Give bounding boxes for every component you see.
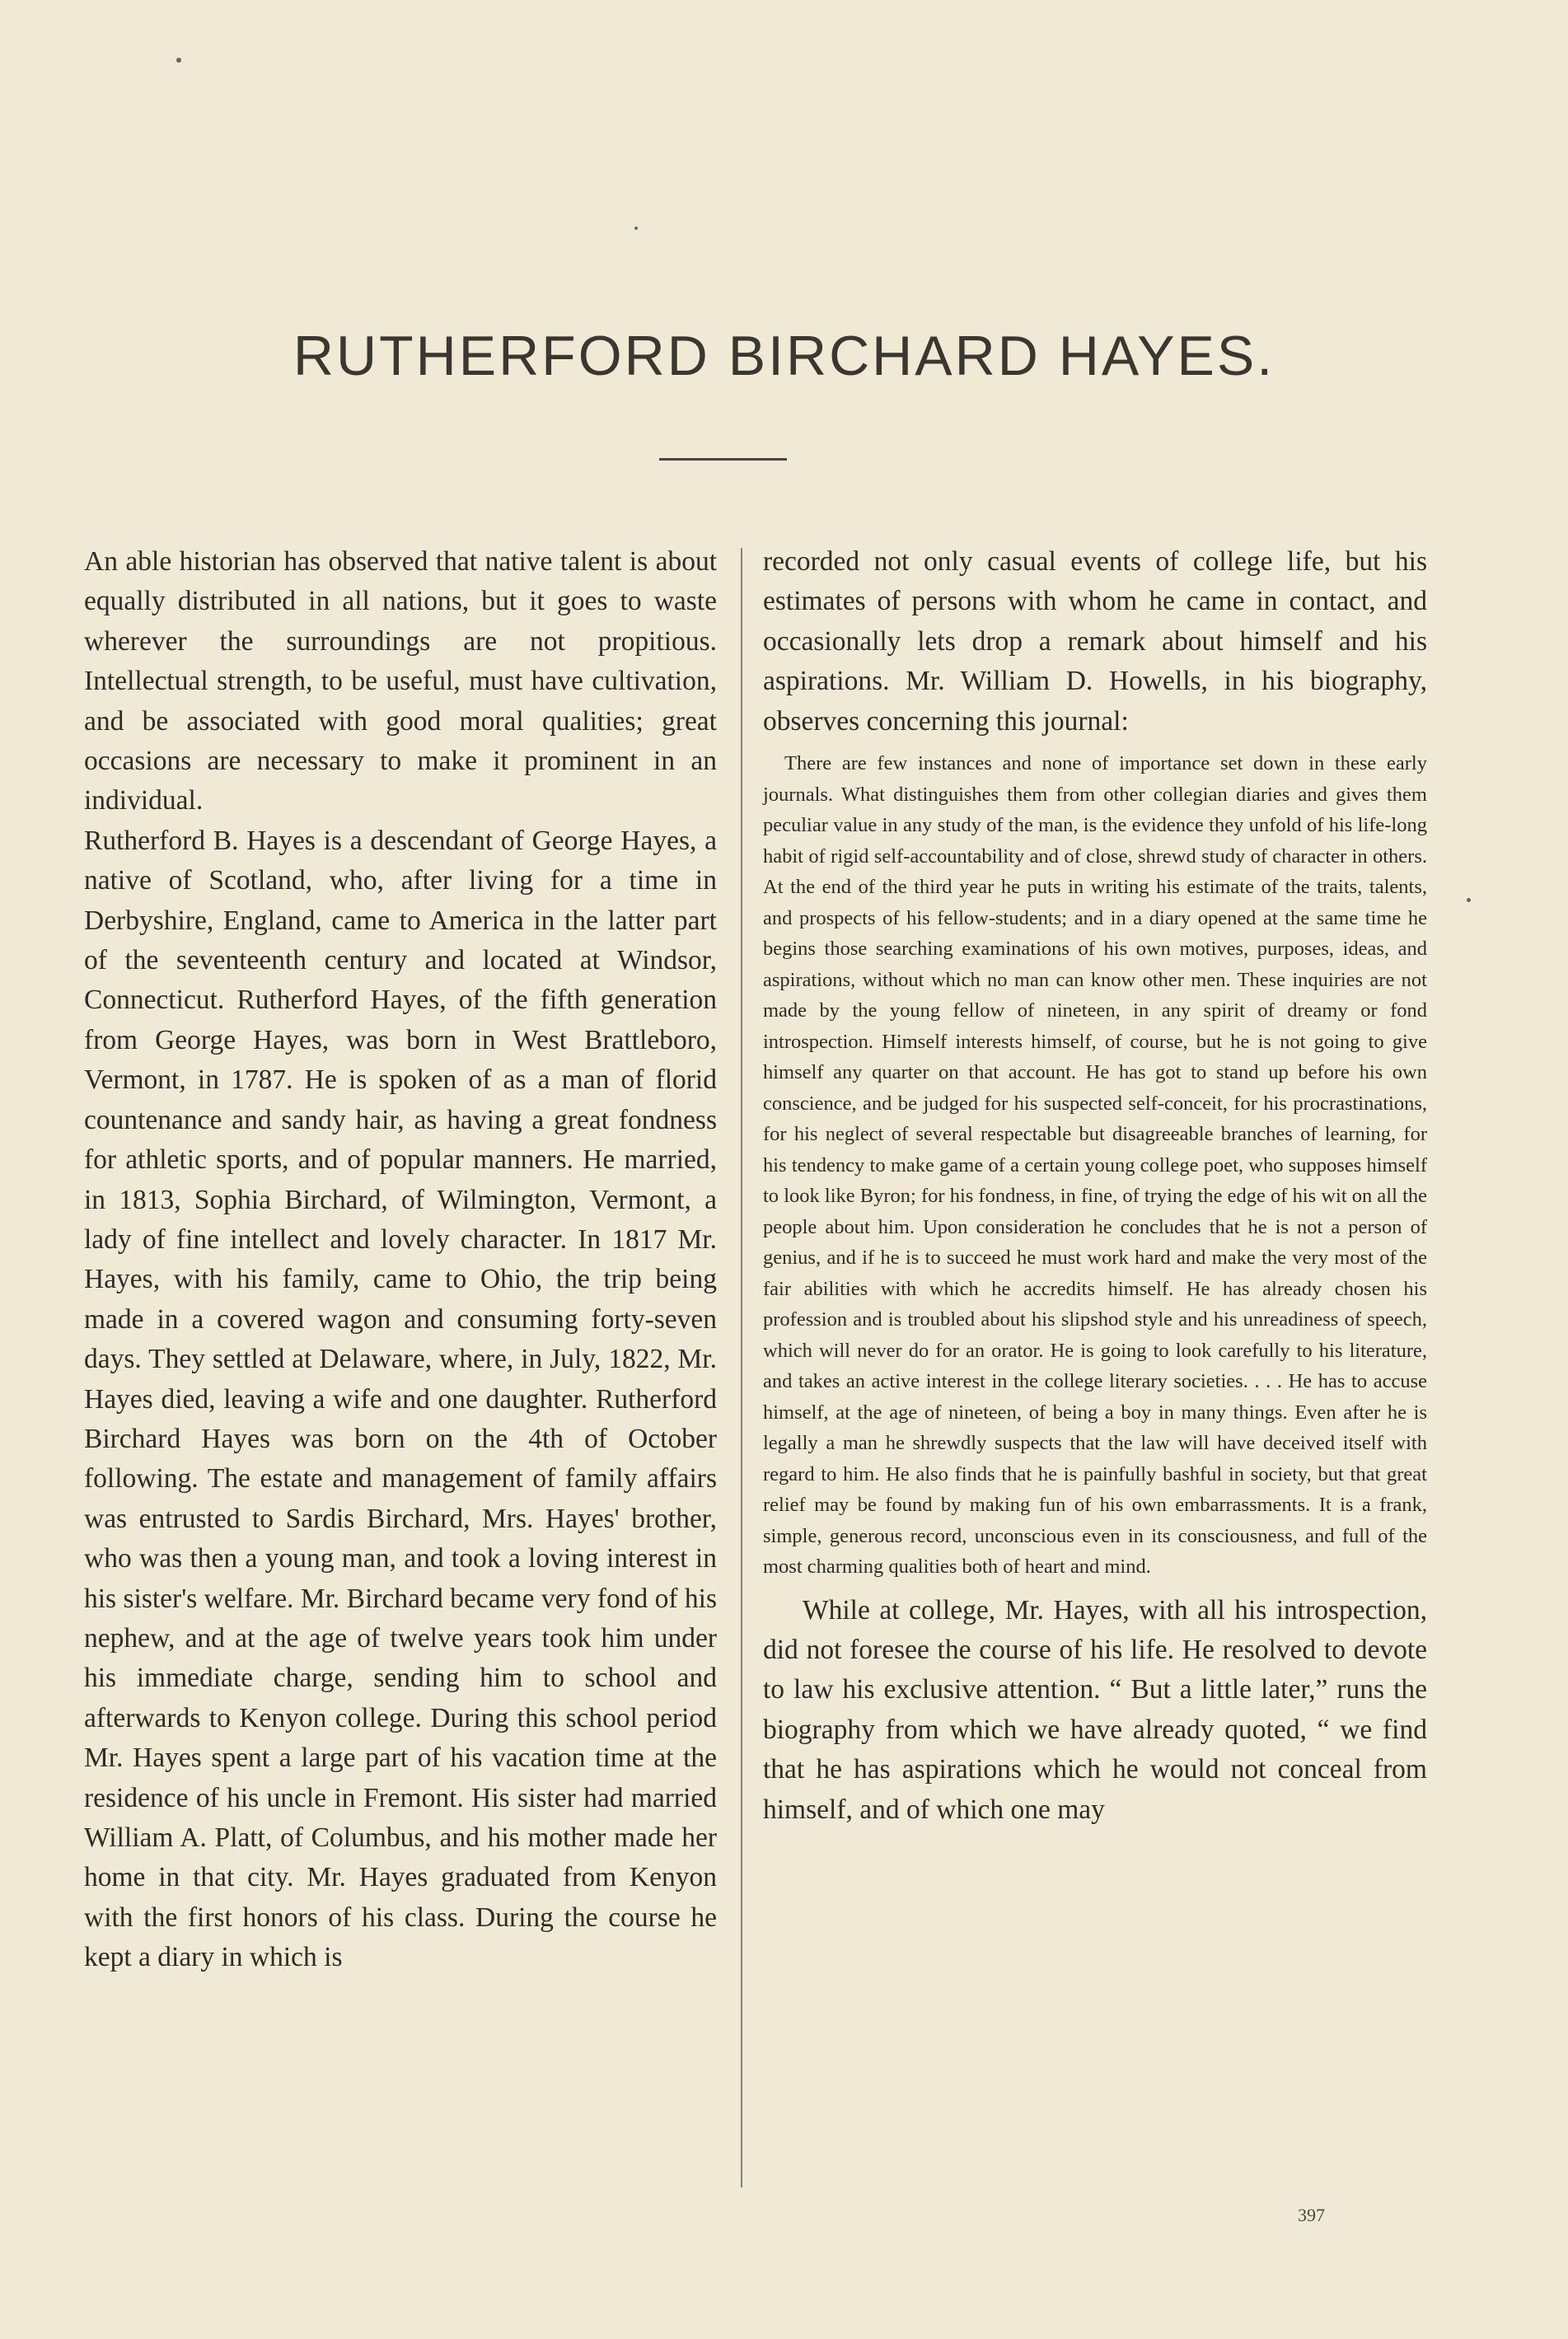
ink-speck bbox=[176, 58, 181, 63]
right-column bbox=[763, 542, 1427, 1830]
paragraph-ancestry: Rutherford B. Hayes is a descendant of George Hayes, a native of Scotland, who, after living for a time in Derbyshire, England, came to America in the latter part of the seventeenth century and located at Windsor, Connecticut. Rutherford Hayes, of the fifth generation from George Hayes, was born in West Brattleboro, Vermont, in 1787. He is spoken of as a man of florid countenance and sandy hair, as having a great fondness for athletic sports, and of popular manners. He married, in 1813, Sophia Birchard, of Wilmington, Vermont, a lady of fine intellect and lovely character. In 1817 Mr. Hayes, with his family, came to Ohio, the trip being made in a covered wagon and consuming forty-seven days. They settled at Delaware, where, in July, 1822, Mr. Hayes died, leaving a wife and one daughter. Rutherford Birchard Hayes was born on the 4th of October following. The estate and management of family affairs was entrusted to Sardis Birchard, Mrs. Hayes' brother, who was then a young man, and took a loving interest in his sister's welfare. Mr. Birchard became very fond of his nephew, and at the age of twelve years took him under his immediate charge, sending him to school and afterwards to Kenyon college. During this school period Mr. Hayes spent a large part of his vacation time at the residence of his uncle in Fremont. His sister had married William A. Platt, of Columbus, and his mother made her home in that city. Mr. Hayes graduated from Kenyon with the first honors of his class. During the course he kept a diary in which is bbox=[84, 825, 717, 1973]
block-quote: There are few instances and none of importance set down in these early journals. What distinguishes them from other collegian diaries and gives them peculiar value in any study of the man, is the evidence they unfold of his life-long habit of rigid self-accountability and of close, shrewd study of character in others. At the end of the third year he puts in writing his estimate of the traits, talents, and prospects of his fellow-students; and in a diary opened at the same time he begins those searching examinations of his own motives, purposes, ideas, and aspirations, without which no man can know other men. These inquiries are not made by the young fellow of nineteen, in any spirit of dreamy or fond introspection. Himself interests himself, of course, but he is not going to give himself any quarter on that account. He has got to stand up before his own conscience, and be judged for his suspected self-conceit, for his procrastinations, for his neglect of several respectable but disagreeable branches of learning, for his tendency to make game of a certain young college poet, who supposes himself to look like Byron; for his fondness, in fine, of trying the edge of his wit on all the people about him. Upon consideration he concludes that he is not a person of genius, and if he is to succeed he must work hard and make the very most of the fair abilities with which he accredits himself. He has already chosen his profession and is troubled about his slipshod style and his unreadiness of speech, which will never do for an orator. He is going to look carefully to his literature, and takes an active interest in the college literary societies. . . . He has to accuse himself, at the age of nineteen, of being a boy in many things. Even after he is legally a man he shrewdly suspects that the law will have deceived itself with regard to him. He also finds that he is painfully bashful in society, but that great relief may be found by making fun of his own embarrassments. It is a frank, simple, generous record, unconscious even in its consciousness, and full of the most charming qualities both of heart and mind. bbox=[763, 752, 1427, 1579]
ink-speck bbox=[1467, 898, 1471, 902]
ink-speck bbox=[634, 227, 638, 230]
page-number: 397 bbox=[1298, 2205, 1325, 2225]
left-column bbox=[84, 542, 717, 1978]
column-divider bbox=[741, 548, 742, 2187]
paragraph-journal-intro: recorded not only casual events of college life, but his estimates of persons with whom he came in contact, and occasionally lets drop a remark about himself and his aspirations. Mr. William D. Howells, in his biography, observes concerning this journal: bbox=[763, 546, 1427, 737]
title-rule bbox=[659, 458, 787, 461]
paragraph-intro: An able historian has observed that native talent is about equally distributed in all nations, but it goes to waste wherever the surroundings are not propitious. Intellectual strength, to be useful, must have cultivation, and be associated with good moral qualities; great occasions are necessary to make it prominent in an individual. bbox=[84, 546, 717, 816]
paragraph-continuation: While at college, Mr. Hayes, with all his introspection, did not foresee the course of his life. He resolved to devote to law his exclusive attention. “ But a little later,” runs the biography from which we have already quoted, “ we find that he has aspirations which he would not conceal from himself, and of which one may bbox=[763, 1594, 1427, 1825]
page-title: RUTHERFORD BIRCHARD HAYES. bbox=[293, 325, 1275, 387]
